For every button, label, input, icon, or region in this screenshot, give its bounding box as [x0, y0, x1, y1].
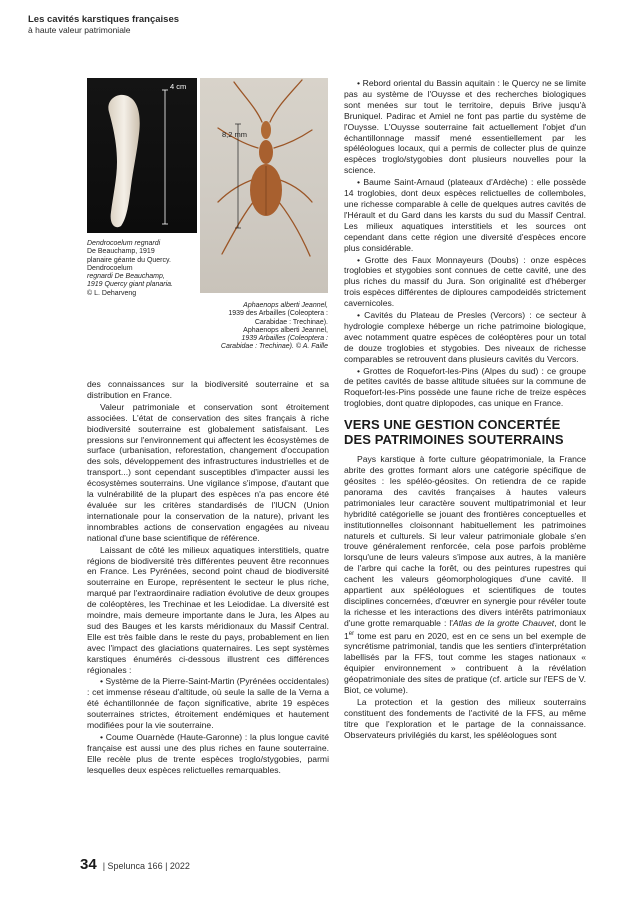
right-text-column — [344, 78, 586, 742]
paragraph: Pays karstique à forte culture géopatrimoniale, la France abrite des grottes formant alors une catégorie spécifique de géosites : les spéléo-géosites. On retiendra de ce rapide panorama des cavités françaises à hautes valeurs patrimoniales leur caractère souvent multipatrimonial et leur hybridité catégorielle se jouant des frontières conceptuelles et institutionnelles cloisonnant habituellement les patrimoines naturels et culturels. Si leur valeur patrimoniale globale s'en trouve généralement renforcée, cela pose parfois problème lorsqu'une de leurs valeurs s'impose aux autres, à la manière de l'arbre qui cache la forêt, ou des peintures rupestres qui cachent les valeurs géomorphologiques d'une cavité. Il appartient aux spéléologues et scientifiques de toutes disciplines concernées, d'œuvrer en synergie pour révéler toute la richesse et les interactions des divers intérêts patrimoniaux d'une grotte remarquable : l'Atlas de la grotte Chauvet, dont le 1er tome est paru en 2020, est en ce sens un bel exemple de syncrétisme patrimonial, tandis que les sentiers d'interprétation labellisés par la FFS, tout comme les stages nationaux « équipier environnement » contribuent à la révélation géopatrimoniale des sites de pratique (cf. article sur l'EFS de V. Biot, ce volume). — [344, 454, 586, 696]
planarian-illustration — [87, 78, 197, 233]
page-footer — [80, 856, 190, 873]
caption-line: De Beauchamp, 1919 — [87, 248, 155, 256]
caption-line: planaire géante du Quercy. — [87, 256, 171, 264]
caption-credit: © L. Deharveng — [87, 289, 137, 297]
beetle-illustration — [200, 78, 328, 293]
beetle-caption — [186, 302, 328, 352]
section-heading — [344, 418, 586, 447]
header-title: Les cavités karstiques françaises — [28, 14, 180, 25]
paragraph: La protection et la gestion des milieux souterrains constituent des fondements de l'activité de la FFS, au même titre que l'exploration et le partage de la connaissance. Observateurs privilégiés du karst, les spéléologues sont — [344, 696, 586, 740]
bullet-paragraph: • Grottes de Roquefort-les-Pins (Alpes du sud) : ce groupe de petites cavités de basse altitude situées sur la commune de Roquefort-les-Pins possède une faune riche de treize espèces troglobies, dont quatre diplopodes, cas unique en France. — [344, 365, 586, 409]
caption-line: Dendrocoelum regnardi — [87, 240, 161, 247]
caption-line: 1939 Arbailles (Coleoptera : — [241, 335, 328, 343]
running-header — [28, 14, 328, 35]
publication-info: | Spelunca 166 | 2022 — [102, 861, 190, 871]
caption-credit: Carabidae : Trechinae). © A. Faille — [220, 343, 328, 351]
caption-line: regnardi De Beauchamp, — [87, 273, 165, 281]
paragraph: des connaissances sur la biodiversité souterraine et sa distribution en France. — [87, 379, 329, 400]
beetle-photo — [200, 78, 328, 293]
planarian-photo — [87, 78, 197, 233]
beetle-scale-label: 8,2 mm — [222, 130, 248, 139]
bullet-paragraph: • Cavités du Plateau de Presles (Vercors) : ce secteur à hydrologie complexe héberge un riche patrimoine biologique, avec notamment quatre espèces de coléoptères pour un total de douze troglobies et stygobies. Des niveaux de richesse comparables se retrouvent dans plusieurs cavités du Vercors. — [344, 310, 586, 364]
caption-line: Aphaenops alberti Jeannel, — [243, 326, 328, 334]
bullet-paragraph: • Système de la Pierre-Saint-Martin (Pyrénées occidentales) : cet immense réseau d'altitude, où seule la salle de la Verna a été échantillonnée de façon significative, abrite 19 espèces souterraines strictes, étroitement endémiques et hautement modifiées pour la vie souterraine. — [87, 676, 329, 731]
header-subtitle: à haute valeur patrimoniale — [28, 25, 131, 35]
page-number: 34 — [80, 856, 97, 873]
caption-line: Carabidae : Trechinae). — [254, 318, 328, 326]
section-heading-line: VERS UNE GESTION CONCERTÉE — [344, 417, 561, 433]
section-heading-line: DES PATRIMOINES SOUTERRAINS — [344, 431, 564, 447]
bullet-paragraph: • Baume Saint-Arnaud (plateaux d'Ardèche) : elle possède 14 troglobies, dont deux espèces relictuelles de collemboles, une richesse comparable à celle de quelques autres cavités de l'Hérault et du Gard dans les karsts du sud du Massif Central. Les milieux aquatiques interstitiels et les sources ont cependant dans cette région une diversité d'espèces encore plus considérable. — [344, 177, 586, 253]
left-text-column — [87, 379, 329, 777]
planarian-caption — [87, 240, 197, 298]
bullet-paragraph: • Coume Ouarnède (Haute-Garonne) : la plus longue cavité française est aussi une des plus riches en faune souterraine. Elle recèle plus de trente espèces troglo/stygobies, parmi lesquelles deux espèces relictuelles remarquables. — [87, 732, 329, 775]
caption-line: Dendrocoelum — [87, 264, 133, 272]
paragraph: Laissant de côté les milieux aquatiques interstitiels, quatre régions de biodiversité très différentes peuvent être reconnues en France. Les Pyrénées, second point chaud de biodiversité souterraine en Europe, représentent le secteur le plus riche, marqué par l'extraordinaire radiation évolutive de deux groupes de coléoptères, les Trechinae et les Leiodidae. La diversité est moindre, mais demeure importante dans le Jura, les Alpes au sud des Bauges et les karsts méridionaux du Massif Central. Elle est très faible dans le reste du pays, probablement en lien avec l'impact des glaciations quaternaires. Les sept systèmes karstiques énumérés ci-dessous illustrent ces différences régionales : — [87, 544, 329, 675]
bullet-paragraph: • Rebord oriental du Bassin aquitain : le Quercy ne se limite pas au système de l'Ouysse et des recherches biologiques sont menées sur tout le territoire, depuis Brive jusqu'à Bruniquel. Padirac et Amiel ne font pas partie du système de l'Ouysse. L'Ouysse souterraine fait actuellement l'objet d'un échantillonnage massif mené essentiellement par les spéléologues locaux, qui a permis de collecter plus de quinze espèces troglo/stygobies dont plusieurs nouvelles pour la science. — [344, 78, 586, 176]
caption-line: 1939 des Arbailles (Coleoptera : — [228, 310, 328, 318]
caption-line: 1919 Quercy giant planaria. — [87, 281, 173, 289]
bullet-paragraph: • Grotte des Faux Monnayeurs (Doubs) : onze espèces troglobies et stygobies sont connues de cette cavité, une des plus riches du massif du Jura. Son originalité est d'héberger trois espèces différentes de diploures campodeidés strictement cavernicoles. — [344, 254, 586, 309]
planarian-scale-label: 4 cm — [170, 82, 187, 91]
paragraph: Valeur patrimoniale et conservation sont étroitement associées. L'état de conservation des sites français à riche biodiversité souterraine est globalement satisfaisant. Les pressions sur l'environnement qui affectent les écosystèmes de surface (urbanisation, reforestation, changement d'occupation des sols, développement des infrastructures industrielles et de transport...) sont cependant susceptibles d'impacter aussi les écosystèmes souterrains. Une vigilance s'impose, d'autant que la vulnérabilité de la plupart des espèces n'a pas encore été évaluée sur les critères standardisés de l'IUCN (Union internationale pour la conservation de la nature), privant les innombrables actions de conservation engagées au niveau national d'une base scientifique de référence. — [87, 401, 329, 543]
caption-line: Aphaenops alberti Jeannel, — [243, 302, 328, 309]
